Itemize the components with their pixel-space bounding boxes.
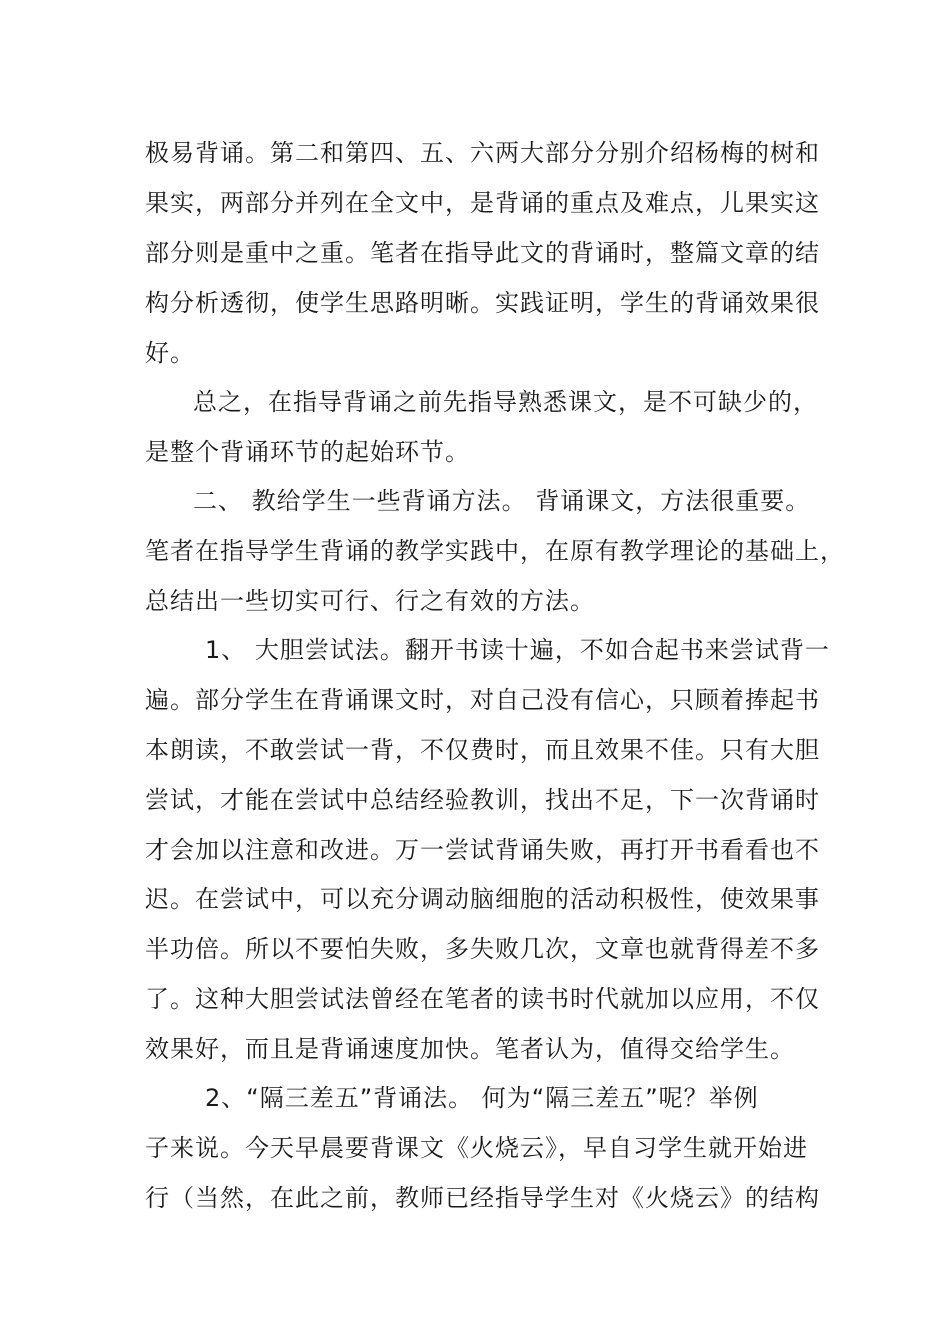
text-line: 是整个背诵环节的起始环节。 — [145, 438, 470, 466]
section-heading-line: 二、 教给学生一些背诵方法。 背诵课文，方法很重要。 — [193, 487, 811, 515]
text-line: 行（当然，在此之前，教师已经指导学生对《火烧云》的结构 — [145, 1184, 820, 1212]
text-line: 果实，两部分并列在全文中，是背诵的重点及难点，儿果实这 — [145, 189, 820, 217]
text-line: 遍。部分学生在背诵课文时，对自己没有信心，只顾着捧起书 — [145, 686, 820, 714]
text-line: 半功倍。所以不要怕失败，多失败几次，文章也就背得差不多 — [145, 935, 820, 963]
text-line: 总结出一些切实可行、行之有效的方法。 — [145, 587, 595, 615]
subsection-line: 1、 大胆尝试法。翻开书读十遍，不如合起书来尝试背一 — [205, 636, 830, 664]
text-line: 好。 — [145, 339, 195, 367]
text-line: 构分析透彻，使学生思路明晰。实践证明，学生的背诵效果很 — [145, 289, 820, 317]
text-line: 了。这种大胆尝试法曾经在笔者的读书时代就加以应用，不仅 — [145, 985, 820, 1013]
text-line: 效果好，而且是背诵速度加快。笔者认为，值得交给学生。 — [145, 1035, 795, 1063]
text-line: 迟。在尝试中，可以充分调动脑细胞的活动积极性，使效果事 — [145, 885, 820, 913]
subsection-line: 2、“隔三差五”背诵法。 何为“隔三差五”呢？举例 — [205, 1084, 759, 1112]
text-line: 笔者在指导学生背诵的教学实践中，在原有教学理论的基础上， — [145, 537, 845, 565]
text-line: 极易背诵。第二和第四、五、六两大部分分别介绍杨梅的树和 — [145, 139, 820, 167]
text-line: 本朗读，不敢尝试一背，不仅费时，而且效果不佳。只有大胆 — [145, 736, 820, 764]
text-line: 总之，在指导背诵之前先指导熟悉课文，是不可缺少的， — [193, 388, 818, 416]
text-line: 部分则是重中之重。笔者在指导此文的背诵时，整篇文章的结 — [145, 239, 820, 267]
text-line: 子来说。今天早晨要背课文《火烧云》，早自习学生就开始进 — [145, 1134, 808, 1162]
text-line: 尝试，才能在尝试中总结经验教训，找出不足，下一次背诵时 — [145, 786, 820, 814]
text-line: 才会加以注意和改进。万一尝试背诵失败，再打开书看看也不 — [145, 836, 820, 864]
